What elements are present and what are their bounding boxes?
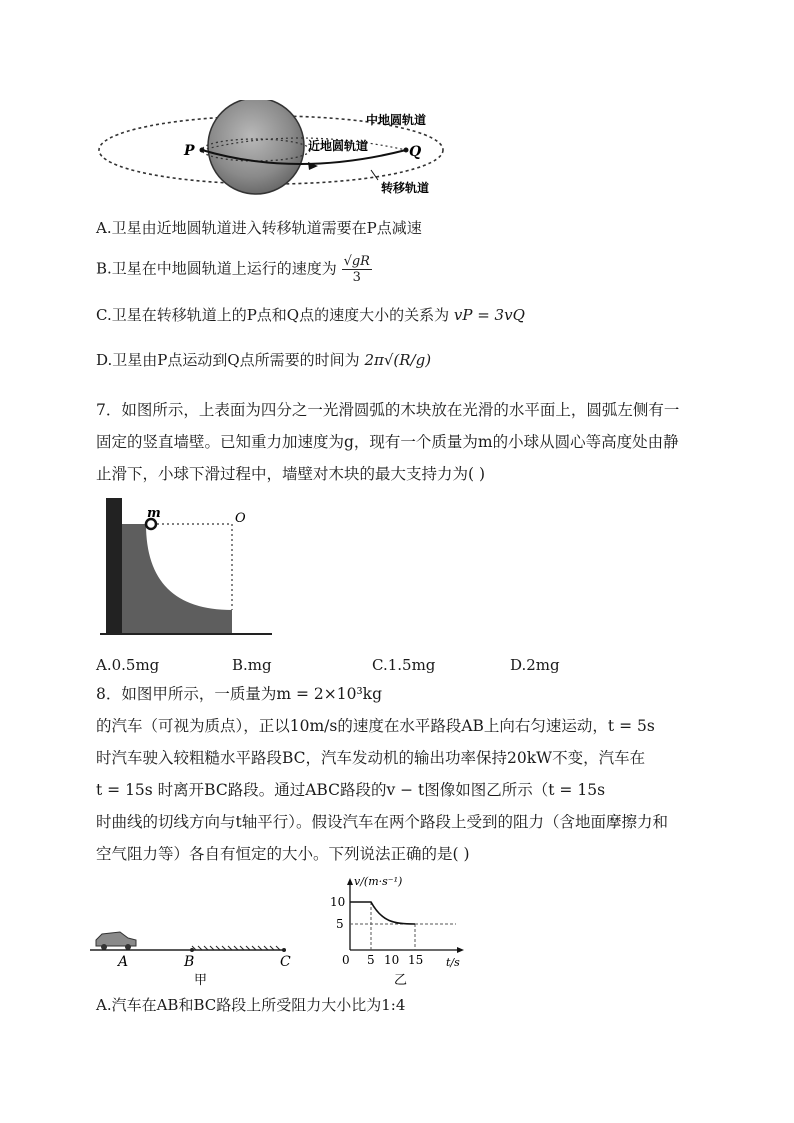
q7-line-2: 固定的竖直墙壁。已知重力加速度为g，现有一个质量为m的小球从圆心等高度处由静: [96, 433, 679, 451]
label-P: P: [184, 143, 195, 159]
q8-line-3: 时汽车驶入较粗糙水平路段BC，汽车发动机的输出功率保持20kW不变，汽车在: [96, 749, 646, 767]
q6-option-d-text: D.卫星由P点运动到Q点所需要的时间为: [96, 351, 360, 369]
velocity-curve: [350, 902, 415, 924]
q6-option-d-formula: 2π√(R/g): [364, 351, 432, 369]
road-diagram: [90, 920, 310, 988]
q7-option-d: D.2mg: [510, 656, 560, 674]
q7-line-3: 止滑下，小球下滑过程中，墙壁对木块的最大支持力为( ): [96, 465, 486, 483]
q6-option-d: [96, 350, 431, 370]
tick-x10: 10: [384, 953, 400, 967]
tick-0: 0: [342, 953, 350, 967]
q7-option-b: B.mg: [232, 656, 272, 674]
q6-option-c: [96, 305, 525, 325]
q7-option-a: A.0.5mg: [96, 656, 160, 674]
q6-option-b: [96, 254, 372, 285]
y-axis-label: v/(m·s⁻¹): [354, 875, 403, 888]
q8-option-a: A.汽车在AB和BC路段上所受阻力大小比为1:4: [96, 996, 406, 1014]
q8-line-1: 8．如图甲所示，一质量为m = 2×10³kg: [96, 685, 383, 703]
label-transfer: 转移轨道: [381, 181, 430, 195]
wall: [106, 498, 122, 634]
block: [122, 524, 232, 634]
orbit-diagram: [96, 100, 456, 200]
q6-option-b-text: B.卫星在中地圆轨道上运行的速度为: [96, 259, 337, 278]
tick-5: 5: [336, 917, 344, 931]
label-yi: 乙: [394, 973, 408, 988]
label-m: m: [147, 506, 161, 521]
q7-figure: [100, 492, 276, 638]
label-jia: 甲: [194, 973, 208, 988]
label-B: B: [184, 954, 195, 970]
label-O: O: [235, 511, 246, 526]
orbit-figure: [96, 100, 456, 200]
label-mid-orbit: 中地圆轨道: [366, 113, 427, 127]
q6-option-c-text: C.卫星在转移轨道上的P点和Q点的速度大小的关系为: [96, 306, 450, 324]
label-A: A: [118, 954, 129, 970]
q6-option-a: A.卫星由近地圆轨道进入转移轨道需要在P点减速: [96, 219, 422, 237]
q6-option-b-den: 3: [352, 270, 361, 285]
tick-x15: 15: [408, 953, 424, 967]
vt-graph: [322, 870, 472, 988]
q6-option-b-fraction: [342, 254, 372, 285]
q6-option-b-num: √gR: [343, 254, 370, 269]
q8-line-5: 时曲线的切线方向与t轴平行）。假设汽车在两个路段上受到的阻力（含地面摩擦力和: [96, 813, 668, 831]
q7-diagram: [100, 492, 276, 638]
q7-option-c: C.1.5mg: [372, 656, 436, 674]
label-Q: Q: [409, 144, 422, 160]
q8-line-4: t = 15s 时离开BC路段。通过ABC路段的v − t图像如图乙所示（t = 15s: [96, 781, 606, 799]
tick-10: 10: [330, 895, 346, 909]
tick-x5: 5: [367, 953, 375, 967]
earth: [208, 100, 304, 194]
q8-line-2: 的汽车（可视为质点），正以10m/s的速度在水平路段AB上向右匀速运动，t = 5s: [96, 717, 655, 735]
q8-figure-jia: [90, 920, 310, 988]
label-near-orbit: 近地圆轨道: [308, 139, 369, 153]
q8-line-6: 空气阻力等）各自有恒定的大小。下列说法正确的是( ): [96, 845, 470, 863]
label-C: C: [280, 954, 291, 970]
q6-option-c-formula: vP = 3vQ: [453, 306, 525, 324]
q8-figure-yi: [322, 870, 472, 988]
q7-line-1: 7．如图所示，上表面为四分之一光滑圆弧的木块放在光滑的水平面上，圆弧左侧有一: [96, 401, 680, 419]
car: [96, 932, 136, 946]
x-axis-label: t/s: [446, 956, 460, 969]
